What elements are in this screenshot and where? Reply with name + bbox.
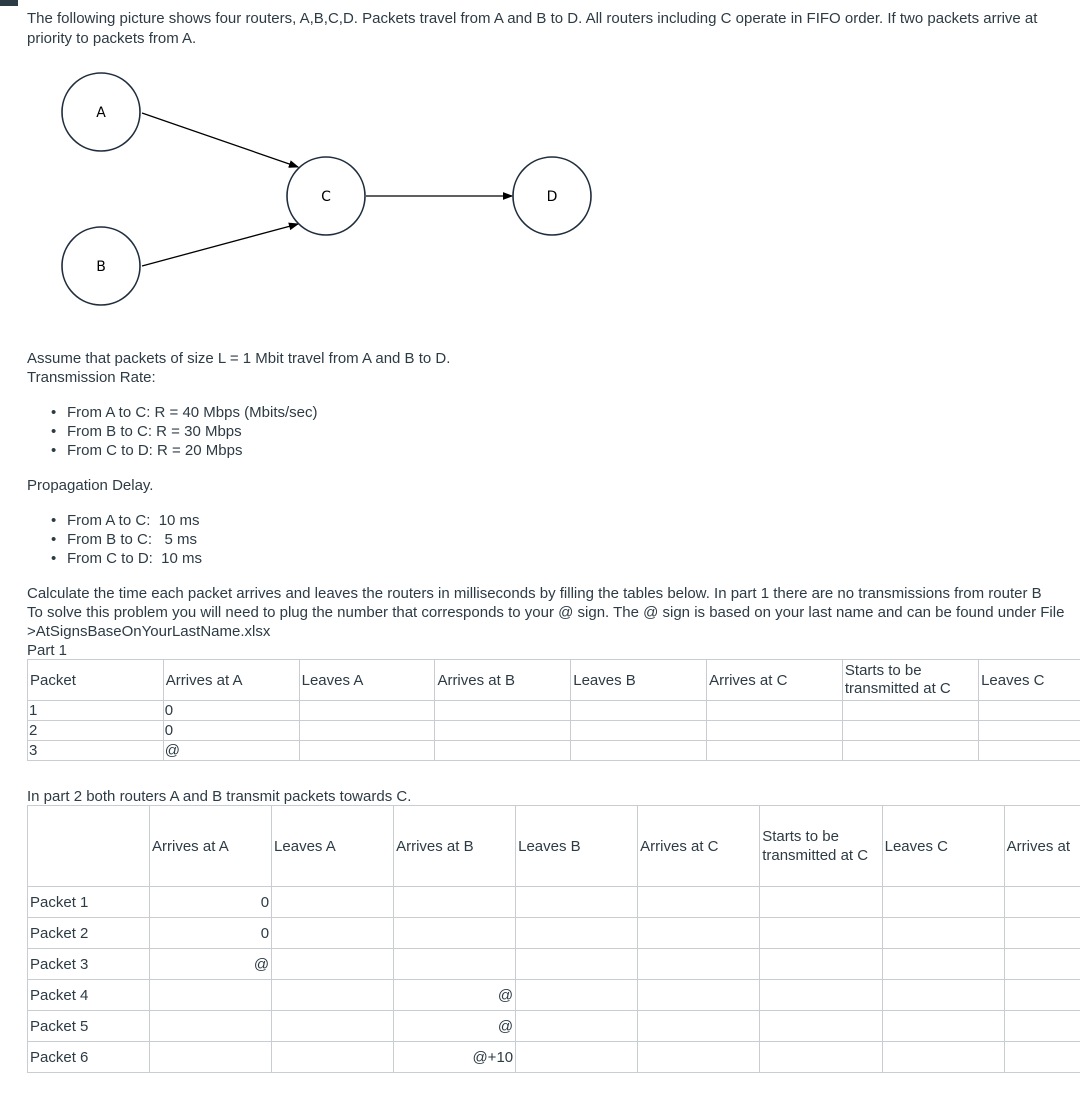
instructions-line-3: >AtSignsBaseOnYourLastName.xlsx <box>27 623 271 640</box>
cell[interactable] <box>394 918 516 949</box>
header-starts-c: Starts to be transmitted at C <box>760 806 882 887</box>
corner-tab <box>0 0 18 6</box>
cell[interactable] <box>842 741 978 761</box>
cell[interactable] <box>979 701 1080 721</box>
cell[interactable] <box>516 949 638 980</box>
assume-line-1: Assume that packets of size L = 1 Mbit travel from A and B to D. <box>27 350 451 367</box>
header-blank <box>28 806 150 887</box>
list-item: • From C to D: R = 20 Mbps <box>27 441 318 460</box>
cell[interactable] <box>760 980 882 1011</box>
cell[interactable] <box>638 918 760 949</box>
cell[interactable] <box>516 980 638 1011</box>
cell[interactable] <box>882 1011 1004 1042</box>
instructions-line-1: Calculate the time each packet arrives and leaves the routers in milliseconds by filling the tables below. In part 1 there are no transmissions from router B <box>27 585 1042 602</box>
header-arrives-c: Arrives at C <box>638 806 760 887</box>
row-label: Packet 6 <box>28 1042 150 1073</box>
header-arrives-d: Arrives at <box>1004 806 1080 887</box>
cell[interactable] <box>1004 980 1080 1011</box>
row-label: Packet 4 <box>28 980 150 1011</box>
cell[interactable] <box>882 949 1004 980</box>
row-label: Packet 1 <box>28 887 150 918</box>
cell[interactable] <box>516 1011 638 1042</box>
node-a-label: A <box>96 105 106 121</box>
node-c <box>287 157 365 235</box>
table-row <box>28 701 1080 721</box>
cell[interactable] <box>1004 949 1080 980</box>
cell[interactable] <box>272 949 394 980</box>
header-packet: Packet <box>28 660 164 701</box>
header-starts-c: Starts to be transmitted at C <box>842 660 978 701</box>
rates-list <box>27 403 318 460</box>
cell[interactable] <box>272 918 394 949</box>
cell[interactable]: 0 <box>163 701 299 721</box>
cell[interactable] <box>394 949 516 980</box>
node-b <box>62 227 140 305</box>
list-item: • From A to C: R = 40 Mbps (Mbits/sec) <box>27 403 318 422</box>
router-diagram <box>0 60 660 330</box>
cell[interactable]: 0 <box>150 918 272 949</box>
cell[interactable] <box>1004 918 1080 949</box>
cell[interactable] <box>638 1042 760 1073</box>
cell[interactable] <box>516 918 638 949</box>
cell[interactable] <box>882 887 1004 918</box>
header-leaves-b: Leaves B <box>571 660 707 701</box>
cell[interactable] <box>150 980 272 1011</box>
cell[interactable] <box>299 721 435 741</box>
header-leaves-a: Leaves A <box>299 660 435 701</box>
node-a <box>62 73 140 151</box>
cell[interactable] <box>272 1042 394 1073</box>
table-row <box>28 1011 1080 1042</box>
table-row <box>28 741 1080 761</box>
cell[interactable] <box>760 918 882 949</box>
cell[interactable] <box>842 721 978 741</box>
propagation-list <box>27 511 202 568</box>
cell[interactable] <box>979 741 1080 761</box>
cell[interactable] <box>760 949 882 980</box>
cell[interactable] <box>760 1011 882 1042</box>
list-item: • From B to C: R = 30 Mbps <box>27 422 318 441</box>
cell[interactable] <box>150 1042 272 1073</box>
part1-table <box>27 659 1080 761</box>
cell[interactable]: @ <box>163 741 299 761</box>
table-row <box>28 721 1080 741</box>
list-item: • From C to D: 10 ms <box>27 549 202 568</box>
cell[interactable] <box>516 887 638 918</box>
cell[interactable]: 0 <box>150 887 272 918</box>
propagation-title: Propagation Delay. <box>27 477 154 494</box>
node-c-label: C <box>321 189 331 205</box>
header-arrives-a: Arrives at A <box>163 660 299 701</box>
intro-line-2: priority to packets from A. <box>27 30 197 47</box>
cell[interactable] <box>299 701 435 721</box>
table-row <box>28 887 1080 918</box>
cell[interactable] <box>394 887 516 918</box>
cell[interactable] <box>435 741 571 761</box>
cell[interactable] <box>842 701 978 721</box>
cell[interactable] <box>760 887 882 918</box>
edge-a-to-c <box>142 113 298 167</box>
cell[interactable] <box>638 949 760 980</box>
header-arrives-c: Arrives at C <box>707 660 843 701</box>
list-item: • From B to C: 5 ms <box>27 530 202 549</box>
instructions-line-2: To solve this problem you will need to plug the number that corresponds to your @ sign. The @ sign is based on your last name and can be found under File <box>27 604 1065 621</box>
cell[interactable] <box>571 741 707 761</box>
table-row <box>28 949 1080 980</box>
table-header-row <box>28 660 1080 701</box>
row-label: Packet 2 <box>28 918 150 949</box>
table-row <box>28 980 1080 1011</box>
table-row <box>28 1042 1080 1073</box>
part2-table <box>27 805 1080 1073</box>
node-d-label: D <box>546 189 558 205</box>
header-arrives-b: Arrives at B <box>394 806 516 887</box>
cell[interactable] <box>1004 1011 1080 1042</box>
cell[interactable] <box>272 887 394 918</box>
header-leaves-c: Leaves C <box>979 660 1080 701</box>
cell[interactable]: 3 <box>28 741 164 761</box>
cell[interactable] <box>638 887 760 918</box>
cell[interactable] <box>272 980 394 1011</box>
cell[interactable] <box>760 1042 882 1073</box>
header-arrives-b: Arrives at B <box>435 660 571 701</box>
header-leaves-b: Leaves B <box>516 806 638 887</box>
assume-line-2: Transmission Rate: <box>27 369 156 386</box>
cell[interactable] <box>435 701 571 721</box>
cell[interactable] <box>707 701 843 721</box>
cell[interactable]: @ <box>394 1011 516 1042</box>
cell[interactable]: 0 <box>163 721 299 741</box>
row-label: Packet 3 <box>28 949 150 980</box>
list-item: • From A to C: 10 ms <box>27 511 202 530</box>
node-d <box>513 157 591 235</box>
cell[interactable]: @ <box>394 980 516 1011</box>
intro-line-1: The following picture shows four routers, A,B,C,D. Packets travel from A and B to D. All routers including C operate in FIFO order. If two packets arrive at <box>27 10 1038 27</box>
cell[interactable]: @+10 <box>394 1042 516 1073</box>
table-row <box>28 918 1080 949</box>
cell[interactable] <box>272 1011 394 1042</box>
part1-heading: Part 1 <box>27 642 68 659</box>
cell[interactable] <box>516 1042 638 1073</box>
cell[interactable] <box>571 721 707 741</box>
cell[interactable] <box>150 1011 272 1042</box>
table-header-row <box>28 806 1080 887</box>
node-b-label: B <box>96 259 106 275</box>
header-leaves-a: Leaves A <box>272 806 394 887</box>
cell[interactable] <box>882 918 1004 949</box>
cell[interactable]: 2 <box>28 721 164 741</box>
header-leaves-c: Leaves C <box>882 806 1004 887</box>
cell[interactable] <box>979 721 1080 741</box>
cell[interactable] <box>882 1042 1004 1073</box>
cell[interactable] <box>638 1011 760 1042</box>
cell[interactable] <box>707 721 843 741</box>
header-arrives-a: Arrives at A <box>150 806 272 887</box>
edge-b-to-c <box>142 224 298 266</box>
row-label: Packet 5 <box>28 1011 150 1042</box>
cell[interactable]: @ <box>150 949 272 980</box>
cell[interactable] <box>299 741 435 761</box>
cell[interactable] <box>1004 1042 1080 1073</box>
cell[interactable] <box>882 980 1004 1011</box>
cell[interactable] <box>638 980 760 1011</box>
cell[interactable]: 1 <box>28 701 164 721</box>
cell[interactable] <box>571 701 707 721</box>
cell[interactable] <box>707 741 843 761</box>
part2-caption: In part 2 both routers A and B transmit packets towards C. <box>27 788 412 805</box>
cell[interactable] <box>435 721 571 741</box>
cell[interactable] <box>1004 887 1080 918</box>
